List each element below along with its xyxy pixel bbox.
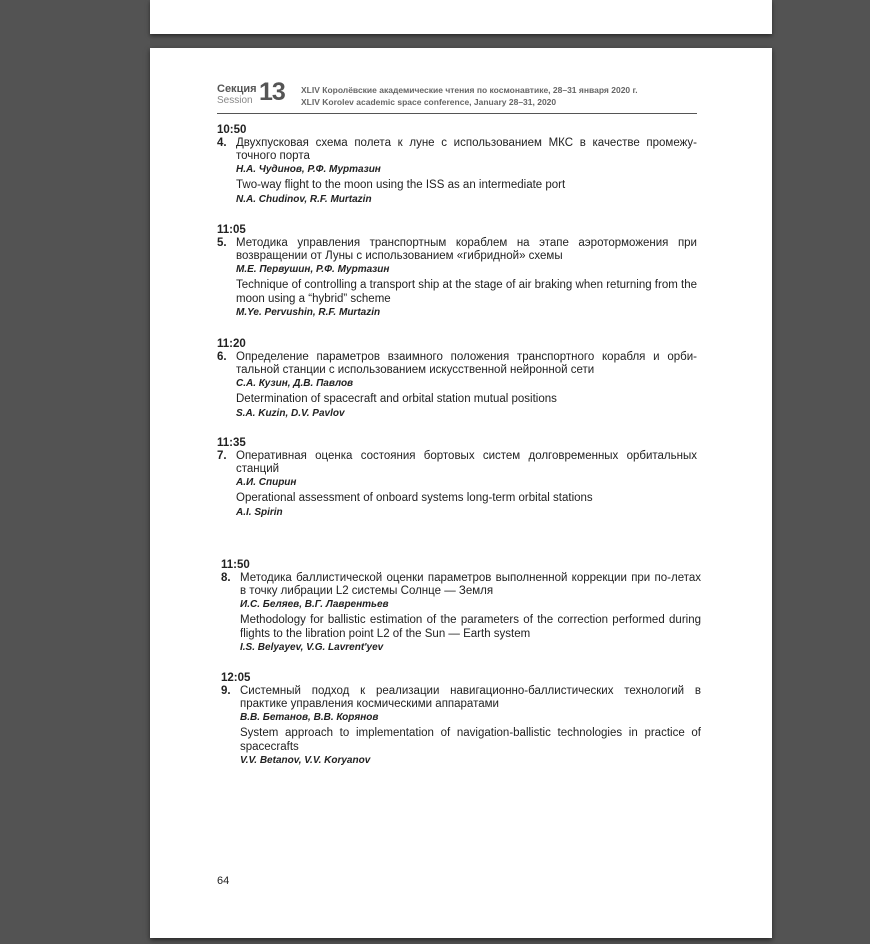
item-time: 12:05 — [221, 672, 251, 684]
document-page — [150, 48, 772, 938]
item-authors-en: I.S. Belyayev, V.G. Lavrent'yev — [240, 642, 384, 653]
item-time: 11:35 — [217, 437, 246, 449]
item-title-en: Technique of controlling a transport ship at the stage of air braking when returning from the moon using a “hybrid” scheme — [236, 279, 697, 305]
program-item — [217, 123, 697, 206]
item-number: 8. — [221, 572, 231, 584]
item-authors-en: S.A. Kuzin, D.V. Pavlov — [236, 407, 345, 419]
item-time: 11:05 — [217, 224, 246, 236]
item-authors-ru: С.А. Кузин, Д.В. Павлов — [236, 378, 354, 389]
program-item — [217, 337, 697, 420]
item-title-ru: Двухпусковая схема полета к луне с использованием МКС в качестве промежу-точного порта — [236, 137, 697, 162]
item-title-ru: Системный подход к реализации навигационно-баллистических технологий в практике управления космическими аппаратами — [240, 685, 701, 710]
item-title-ru: Оперативная оценка состояния бортовых систем долговременных орбитальных станций — [236, 450, 697, 475]
conference-title-ru: XLIV Королёвские академические чтения по космонавтике, 28–31 января 2020 г. — [301, 85, 638, 95]
item-authors-ru: И.С. Беляев, В.Г. Лаврентьев — [240, 599, 389, 610]
program-item — [221, 558, 701, 654]
item-body — [217, 450, 697, 519]
item-title-ru: Методика управления транспортным кораблем на этапе аэроторможения при возвращении от Луны с использованием «гибридной» схемы — [236, 237, 697, 262]
conference-title-en: XLIV Korolev academic space conference, January 28–31, 2020 — [301, 97, 557, 107]
item-authors-en: A.I. Spirin — [236, 506, 283, 518]
item-body — [217, 137, 697, 206]
item-number: 9. — [221, 685, 231, 697]
item-authors-ru: М.Е. Первушин, Р.Ф. Муртазин — [236, 264, 390, 275]
section-number: 13 — [259, 78, 285, 106]
item-authors-en: V.V. Betanov, V.V. Koryanov — [240, 755, 371, 766]
item-authors-ru: В.В. Бетанов, В.В. Корянов — [240, 712, 379, 723]
item-title-en: Operational assessment of onboard systems long-term orbital stations — [236, 492, 593, 504]
section-label-en: Session — [217, 95, 253, 106]
item-body — [217, 351, 697, 420]
item-title-ru: Определение параметров взаимного положения транспортного корабля и орби-тальной станции с использованием искусственной нейронной сети — [236, 351, 697, 376]
program-item — [217, 223, 697, 319]
item-body — [221, 572, 701, 654]
item-time: 11:20 — [217, 338, 246, 350]
item-title-ru: Методика баллистической оценки параметров выполненной коррекции при по-летах в точку либрации L2 системы Солнце — Земля — [240, 572, 701, 597]
item-number: 7. — [217, 450, 227, 462]
item-authors-en: N.A. Chudinov, R.F. Murtazin — [236, 193, 372, 205]
header-divider — [217, 113, 697, 114]
page-header — [217, 78, 697, 113]
item-number: 5. — [217, 237, 227, 249]
item-title-en: Two-way flight to the moon using the ISS as an intermediate port — [236, 179, 566, 191]
item-title-en: Determination of spacecraft and orbital station mutual positions — [236, 393, 557, 405]
program-item — [221, 671, 701, 767]
item-title-en: System approach to implementation of navigation-ballistic technologies in practice of spacecrafts — [240, 727, 701, 753]
program-item — [217, 436, 697, 519]
item-time: 11:50 — [221, 559, 250, 571]
item-body — [217, 237, 697, 319]
item-authors-ru: Н.А. Чудинов, Р.Ф. Муртазин — [236, 164, 381, 175]
item-authors-en: M.Ye. Pervushin, R.F. Murtazin — [236, 307, 381, 318]
item-authors-ru: А.И. Спирин — [236, 477, 297, 488]
page-number: 64 — [217, 875, 230, 887]
section-label-ru: Секция — [217, 83, 257, 95]
item-number: 6. — [217, 351, 227, 363]
previous-page — [150, 0, 772, 34]
item-number: 4. — [217, 137, 227, 149]
item-time: 10:50 — [217, 124, 247, 136]
item-title-en: Methodology for ballistic estimation of the parameters of the correction performed during flights to the libration point L2 of the Sun — Earth system — [240, 614, 701, 640]
item-body — [221, 685, 701, 767]
